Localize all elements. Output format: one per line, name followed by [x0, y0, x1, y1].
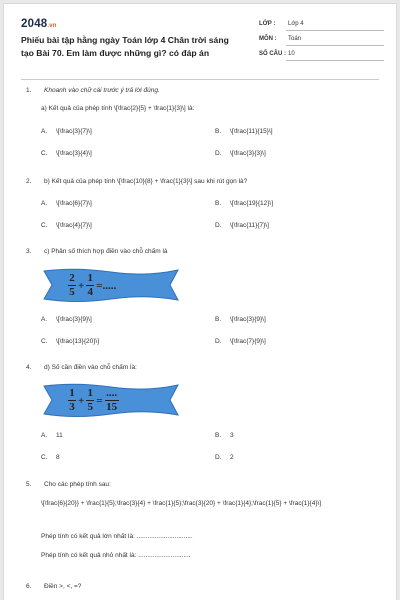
denominator: 3: [69, 401, 75, 413]
question-3-number: 3.: [26, 248, 32, 255]
option-text: \[\frac{11}{7}\]: [230, 222, 269, 229]
header-divider: [21, 79, 379, 80]
option-text: \[\frac{6}{7}\]: [56, 200, 92, 207]
question-5-number: 5.: [26, 481, 32, 488]
q2-option-a[interactable]: [41, 200, 92, 207]
question-4-number: 4.: [26, 364, 32, 371]
plus-sign: +: [78, 279, 85, 292]
option-key: C.: [41, 454, 48, 461]
option-key: A.: [41, 128, 48, 135]
numerator-blank: ....: [106, 387, 118, 399]
question-6-prompt: Điền >, <, =?: [44, 583, 82, 590]
q4-option-b[interactable]: [215, 432, 234, 439]
meta-label: MÔN :: [259, 36, 277, 42]
option-text: \[\frac{3}{9}\]: [230, 316, 266, 323]
option-key: A.: [41, 316, 48, 323]
fraction-result: [105, 388, 119, 413]
q3-option-c[interactable]: [41, 338, 99, 345]
q2-option-c[interactable]: [41, 222, 92, 229]
option-key: B.: [215, 316, 222, 323]
option-key: B.: [215, 128, 222, 135]
fraction-2: [86, 388, 94, 413]
logo-text: 2048: [21, 18, 48, 30]
option-text: 3: [230, 432, 234, 439]
question-1-prompt: a) Kết quả của phép tính \[\frac{2}{5} + \frac{1}{3}\] là:: [41, 105, 195, 112]
logo-suffix: .vn: [47, 23, 57, 29]
meta-underline: [286, 60, 384, 61]
equals-sign: =: [96, 394, 103, 407]
question-3-prompt: c) Phân số thích hợp điền vào chỗ chấm là: [44, 248, 168, 255]
q3-option-d[interactable]: [215, 338, 266, 345]
option-key: C.: [41, 222, 48, 229]
option-key: D.: [215, 150, 222, 157]
page-title: Phiếu bài tập hằng ngày Toán lớp 4 Chân trời sáng tạo Bài 70. Em làm được những gì? có đáp án: [21, 35, 229, 58]
meta-value: Lớp 4: [288, 21, 304, 27]
option-text: \[\frac{13}{20}\]: [56, 338, 100, 345]
option-text: \[\frac{3}{9}\]: [56, 316, 92, 323]
q2-option-b[interactable]: [215, 200, 273, 207]
option-key: D.: [215, 454, 222, 461]
option-key: C.: [41, 338, 48, 345]
denominator: 4: [87, 286, 94, 298]
option-text: 11: [56, 432, 63, 439]
q3-option-a[interactable]: [41, 316, 92, 323]
worksheet-page: [3, 3, 397, 600]
denominator: 5: [69, 286, 75, 298]
denominator: 5: [87, 401, 94, 413]
option-key: D.: [215, 222, 222, 229]
q1-option-b[interactable]: [215, 128, 273, 135]
option-text: 8: [56, 454, 60, 461]
question-5-expression: \[\frac{6}{20}} + \frac{1}{5};\frac{3}{4} + \frac{1}{5};\frac{3}{20} + \frac{1}{4};\frac{1}{5} + \frac{1}{4}\]: [41, 500, 322, 507]
option-text: \[\frac{3}{4}\]: [56, 150, 92, 157]
option-text: \[\frac{19}{12}\]: [230, 200, 274, 207]
q4-option-c[interactable]: [41, 454, 60, 461]
question-2-prompt: b) Kết quả của phép tính \[\frac{10}{8} + \frac{1}{3}\] sau khi rút gọn là?: [44, 178, 248, 185]
plus-sign: +: [78, 394, 85, 407]
option-key: B.: [215, 200, 222, 207]
fraction-ribbon-figure: [42, 267, 180, 303]
fraction-2: [86, 273, 94, 298]
option-key: D.: [215, 338, 222, 345]
q2-option-d[interactable]: [215, 222, 269, 229]
question-4-prompt: d) Số cần điền vào chỗ chấm là:: [44, 364, 137, 371]
fraction-expression: [68, 388, 119, 413]
question-6-number: 6.: [26, 583, 32, 590]
option-text: \[\frac{3}{3}\]: [230, 150, 266, 157]
meta-value: Toán: [288, 36, 302, 42]
numerator: 1: [87, 272, 94, 284]
question-1-number: 1.: [26, 87, 32, 94]
meta-underline: [286, 30, 384, 31]
site-logo[interactable]: [21, 18, 57, 30]
numerator: 1: [87, 387, 94, 399]
option-text: \[\frac{3}{7}\]: [56, 128, 92, 135]
question-5-prompt: Cho các phép tính sau:: [44, 481, 111, 488]
fraction-ribbon-figure: [42, 382, 180, 418]
option-text: \[\frac{11}{15}\]: [230, 128, 273, 135]
q1-option-a[interactable]: [41, 128, 92, 135]
question-2-number: 2.: [26, 178, 32, 185]
fraction-1: [68, 273, 76, 298]
q1-option-d[interactable]: [215, 150, 266, 157]
option-key: C.: [41, 150, 48, 157]
option-text: \[\frac{4}{7}\]: [56, 222, 92, 229]
option-key: A.: [41, 432, 48, 439]
meta-label: SỐ CÂU :: [259, 51, 286, 57]
meta-underline: [286, 45, 384, 46]
question-1-instruction: Khoanh vào chữ cái trước ý trả lời đúng.: [44, 87, 160, 94]
fraction-1: [68, 388, 76, 413]
option-text: 2: [230, 454, 234, 461]
option-key: B.: [215, 432, 222, 439]
q4-option-d[interactable]: [215, 454, 234, 461]
question-5-answer-max[interactable]: Phép tính có kết quả lớn nhất là: ...............................: [41, 533, 193, 540]
meta-label: LỚP :: [259, 21, 276, 27]
meta-value: 10: [288, 51, 295, 57]
option-text: \[\frac{7}{9}\]: [230, 338, 266, 345]
q3-option-b[interactable]: [215, 316, 266, 323]
fraction-expression: [68, 273, 116, 298]
q1-option-c[interactable]: [41, 150, 92, 157]
numerator: 2: [69, 272, 75, 284]
question-5-answer-min[interactable]: Phép tính có kết quả nhỏ nhất là: .............................: [41, 552, 191, 559]
option-key: A.: [41, 200, 48, 207]
denominator: 15: [106, 401, 118, 413]
equals-blank: =.....: [96, 279, 117, 292]
numerator: 1: [69, 387, 75, 399]
q4-option-a[interactable]: [41, 432, 63, 439]
